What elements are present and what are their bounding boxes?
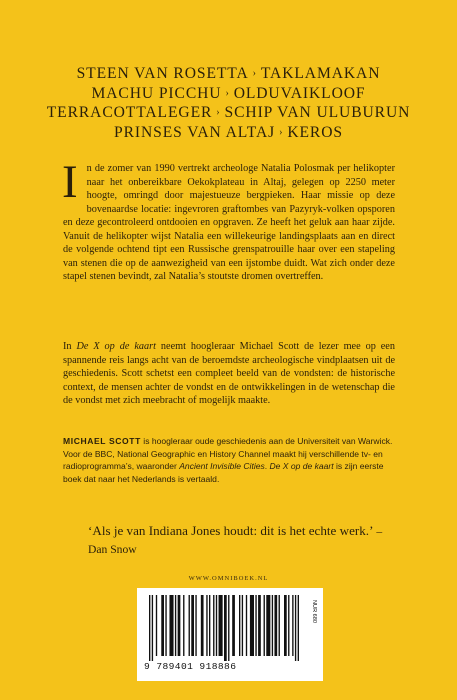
barcode-bar [156, 595, 157, 656]
site-name: MACHU PICCHU [91, 84, 222, 102]
bio-text: . [264, 461, 270, 472]
barcode-bar [250, 595, 254, 656]
site-name: TAKLAMAKAN [260, 65, 381, 82]
barcode-bar [228, 595, 229, 661]
barcode-bar [298, 595, 299, 661]
summary-prefix: In [63, 341, 77, 352]
separator-icon: › [252, 68, 257, 79]
book-title: De X op de kaart [269, 461, 334, 472]
barcode-bar [149, 595, 150, 661]
separator-icon: › [279, 126, 284, 138]
barcode-bar [178, 595, 181, 656]
barcode-panel [137, 588, 323, 681]
barcode-bar [292, 595, 293, 656]
site-name: KEROS [287, 123, 343, 141]
show-title: Ancient Invisible Cities [179, 461, 265, 472]
site-name: TERRACOTTALEGER [46, 104, 213, 122]
barcode-bar [274, 595, 277, 656]
separator-icon: › [225, 87, 230, 99]
quote-attribution: – Dan Snow [88, 525, 383, 556]
nur-code: NUR 680 [311, 600, 317, 624]
barcode-bar [266, 595, 270, 656]
barcode-bar [209, 595, 210, 656]
barcode-bar [195, 595, 196, 656]
isbn-number: 9 789401 918886 [144, 661, 237, 672]
barcode-bar [264, 595, 265, 656]
drop-cap: I [62, 156, 78, 208]
barcode-bar [201, 595, 204, 656]
intro-text: n de zomer van 1990 vertrekt archeologe Natalia Polosmak per helikopter naar het onbereikbare Oekokplateau in Altaj, gelegen op 2250 meter hoogte, omringd door majestueuze bergpieken. Haar missie op deze bovenaardse locatie: ingevroren graftombes van Pazyryk-volken opsporen en deze gecontroleerd ontdooien en opgraven. Ze heeft het geluk aan haar zijde. Vanuit de helikopter wijst Natalia een willekeurige landingsplaats aan en direct de volgende ochtend tipt een Russische grenspatrouille haar over een stapeling van stenen die op de aanwezigheid van een ijstombe duidt. Wat zich onder deze stapel stenen bevindt, zal Natalia’s stoutste dromen overtreffen. [63, 163, 395, 283]
barcode-bar [219, 595, 223, 656]
sites-line [0, 84, 457, 104]
intro-paragraph [62, 156, 395, 284]
barcode-bar [191, 595, 194, 656]
publisher-website: WWW.OMNIBOEK.NL [188, 575, 269, 582]
barcode-bar [161, 595, 164, 656]
barcode-bar [224, 595, 227, 661]
barcode-bar [175, 595, 176, 656]
sites-line [0, 64, 457, 84]
barcode-bar [272, 595, 273, 656]
barcode-bar [183, 595, 184, 656]
book-title: De X op de kaart [76, 341, 156, 352]
bio-text: is hoogleraar oude geschiedenis aan de Universiteit van Warwick. Voor de BBC, National Geographic en History Channel maakt hij verschillende tv- en radioprogramma’s, waaronder [63, 436, 393, 472]
barcode-bar [213, 595, 214, 656]
barcode-bar [255, 595, 256, 656]
barcode-icon [149, 595, 299, 661]
author-name: MICHAEL SCOTT [63, 436, 141, 446]
quote-text: ‘Als je van Indiana Jones houdt: dit is het echte werk.’ [88, 523, 374, 538]
summary-text: neemt hoogleraar Michael Scott de lezer mee op een spannende reis langs acht van de beroemdste archeologische vindplaatsen uit de geschiedenis. Scott schetst een compleet beeld van de vondsten: de historische context, de mensen achter de vondst en de ontwikkelingen in de wetenschap die de vondst met zich meebracht of mogelijk maakte. [63, 341, 395, 407]
barcode-bar [242, 595, 243, 656]
separator-icon: › [216, 107, 221, 119]
barcode-bar [232, 595, 235, 656]
barcode-bar [152, 595, 153, 661]
barcode-bar [206, 595, 207, 656]
site-name: PRINSES VAN ALTAJ [114, 123, 276, 141]
barcode-bar [165, 595, 166, 656]
barcode-bar [288, 595, 289, 656]
bio-text: is zijn eerste boek dat naar het Nederlands is vertaald. [63, 461, 384, 484]
review-quote [88, 522, 388, 558]
barcode-bar [189, 595, 190, 656]
sites-line [0, 123, 457, 143]
barcode-bar [279, 595, 280, 656]
archaeological-sites-list [0, 64, 457, 142]
barcode-bar [239, 595, 240, 656]
barcode-bar [216, 595, 217, 656]
site-name: SCHIP VAN ULUBURUN [224, 104, 411, 122]
barcode-bar [295, 595, 296, 661]
barcode-bar [284, 595, 287, 656]
summary-paragraph [63, 340, 395, 408]
site-name: OLDUVAIKLOOF [233, 84, 366, 102]
author-bio [63, 435, 395, 485]
barcode-bar [246, 595, 247, 656]
barcode-bar [258, 595, 261, 656]
site-name: STEEN VAN ROSETTA [76, 65, 249, 82]
barcode-bar [169, 595, 173, 656]
sites-line [0, 103, 457, 123]
